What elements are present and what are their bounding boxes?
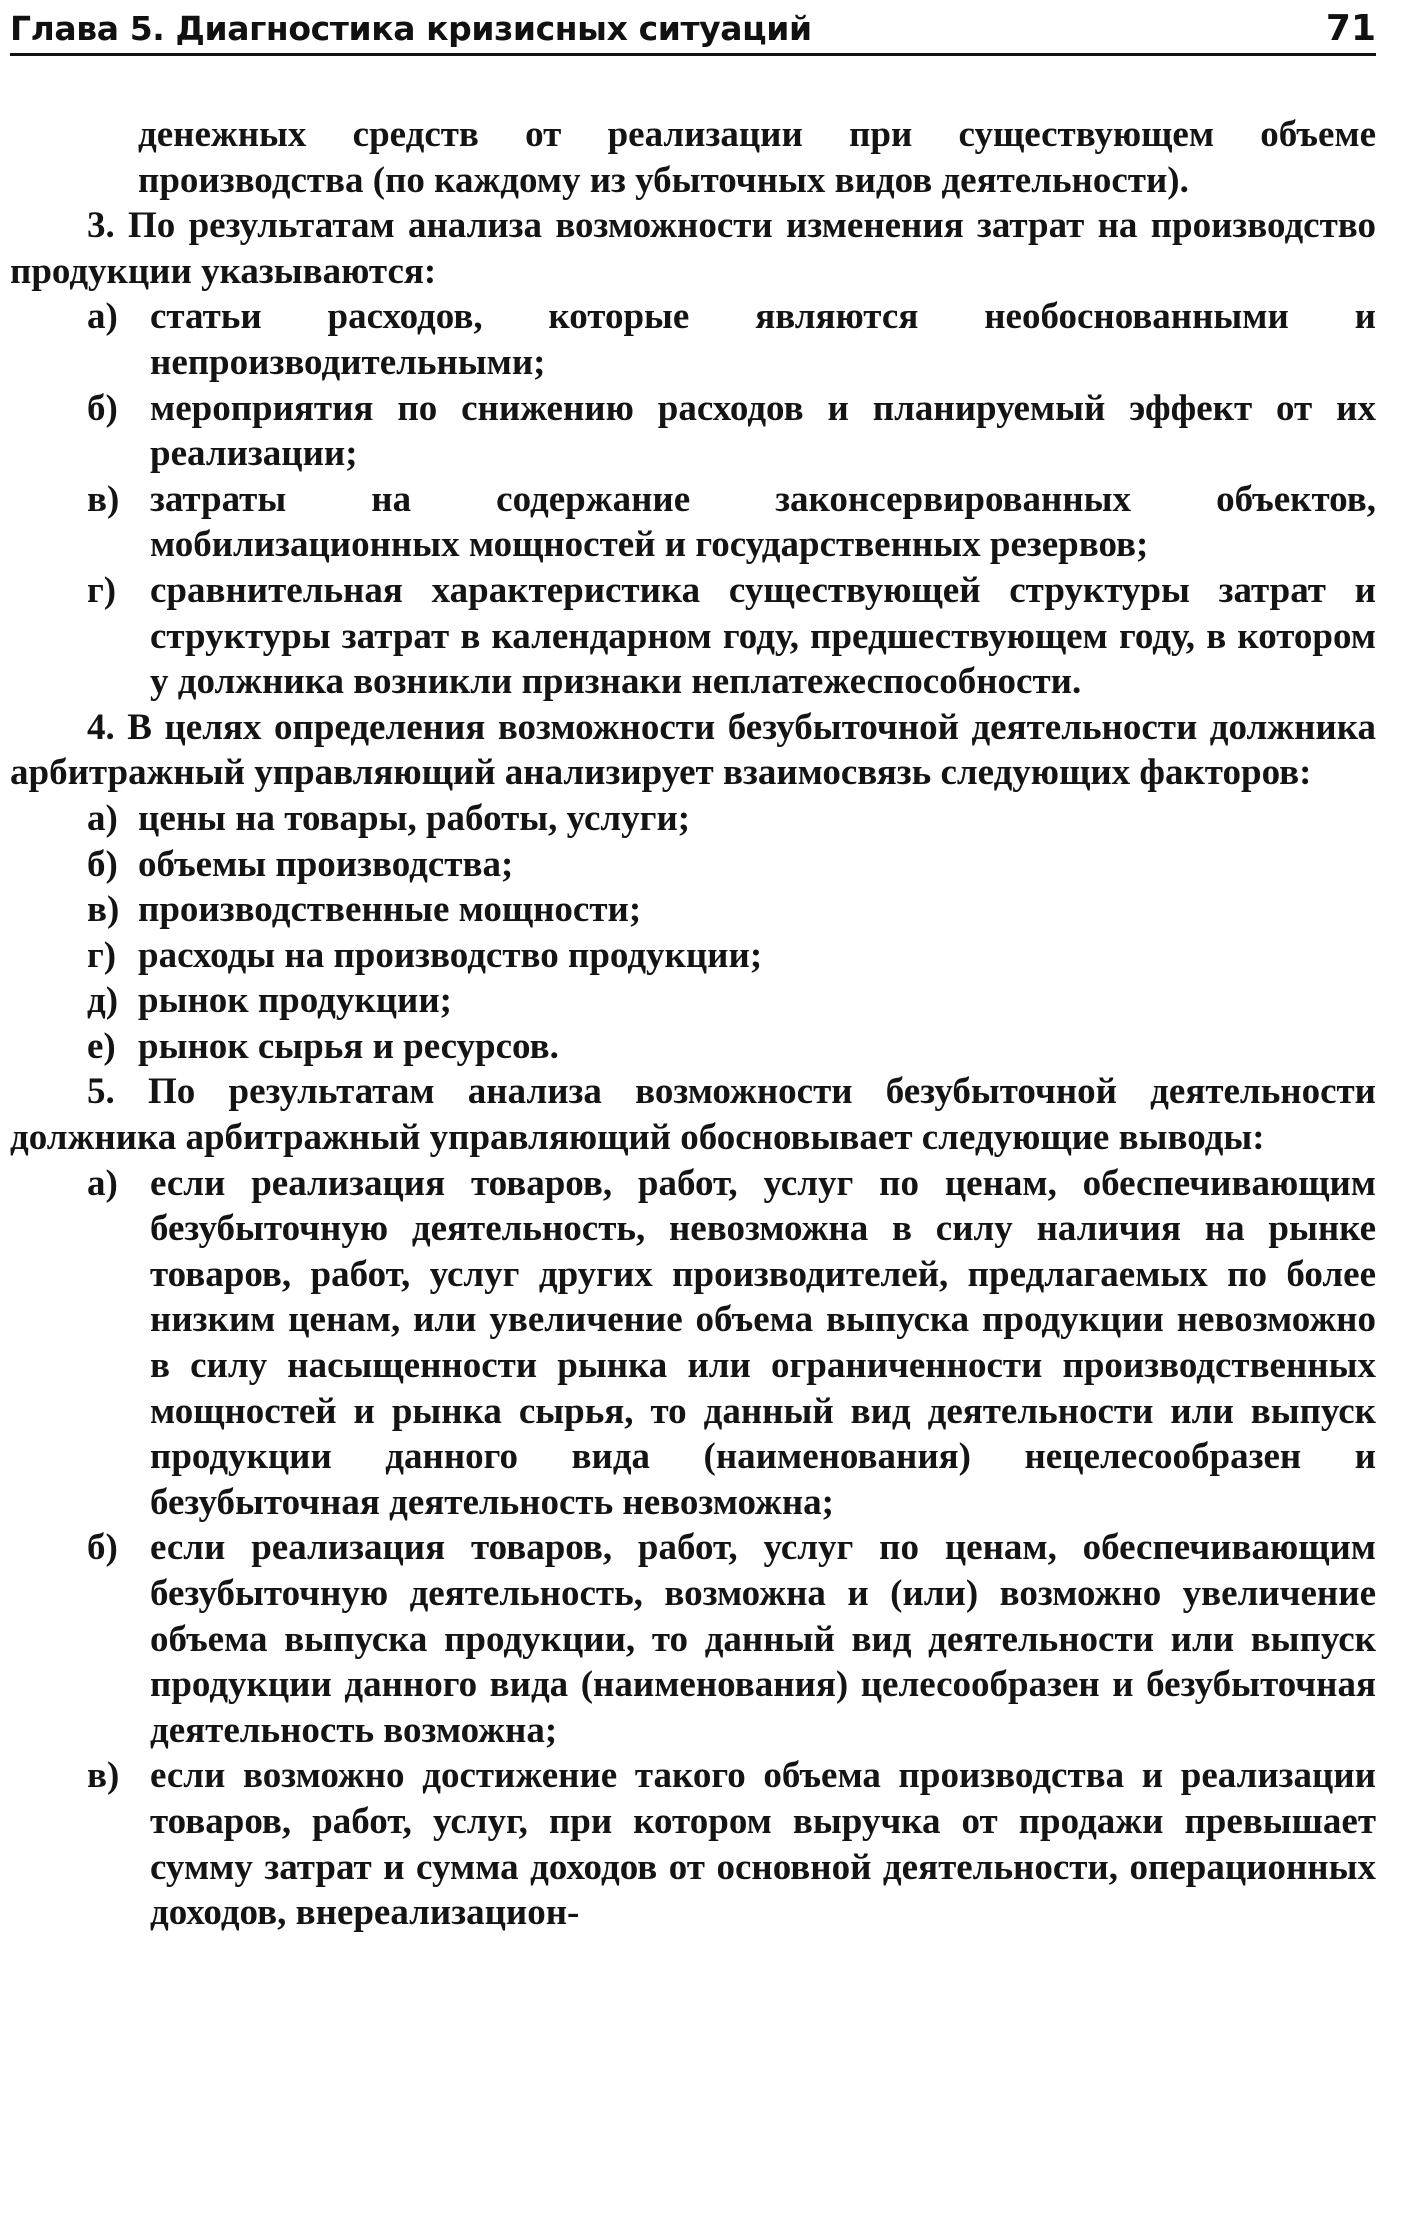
page-number: 71 [1325, 8, 1376, 49]
list-item-text: цены на товары, работы, услуги; [138, 797, 691, 839]
list-item [10, 386, 1376, 477]
list-item [10, 568, 1376, 705]
list-item-text: рынок сырья и ресурсов. [138, 1025, 559, 1067]
list-item [10, 933, 1376, 979]
paragraph-5: 5. По результатам анализа возможности безубыточной деятельности должника арбитражный управляющий обосновывает следующие выводы: [10, 1071, 1376, 1159]
list-item [10, 796, 1376, 842]
chapter-title: Глава 5. Диагностика кризисных ситуаций [10, 9, 812, 48]
list-marker: б) [87, 387, 118, 429]
list-item [10, 1161, 1376, 1526]
list-item-text: сравнительная характеристика существующей структуры затрат и структуры затрат в календарном году, предшествующем году, в котором у должника возникли признаки неплатежеспособности. [150, 569, 1376, 703]
list-item [10, 887, 1376, 933]
list-marker: в) [87, 889, 120, 931]
list-marker: г) [87, 934, 117, 976]
list-item-text: рынок продукции; [138, 980, 452, 1022]
list-item [10, 477, 1376, 568]
list-item-text: расходы на производство продукции; [138, 934, 763, 976]
list-marker: в) [87, 1755, 120, 1797]
list-item [10, 978, 1376, 1024]
running-header [10, 6, 1376, 56]
list-item-text: если реализация товаров, работ, услуг по ценам, обеспечивающим безубыточную деятельность, возможна и (или) возможно увеличение объема выпуска продукции, то данный вид деятельности или выпуск продукции данного вида (наименования) целесообразен и безубыточная деятельность возможна; [150, 1527, 1376, 1751]
list-item-text: затраты на содержание законсервированных объектов, мобилизационных мощностей и государственных резервов; [150, 478, 1376, 566]
list-marker: б) [87, 843, 118, 885]
list-item [10, 1024, 1376, 1070]
paragraph-3: 3. По результатам анализа возможности изменения затрат на производство продукции указываются: [10, 205, 1376, 292]
list-item-text: если реализация товаров, работ, услуг по ценам, обеспечивающим безубыточную деятельность, невозможна в силу наличия на рынке товаров, работ, услуг других производителей, предлагаемых по более низким ценам, или увеличение объема выпуска продукции невозможно в силу насыщенности рынка или ограниченности производственных мощностей и рынка сырья, то данный вид деятельности или выпуск продукции данного вида (наименования) нецелесообразен и безубыточная деятельность невозможна; [150, 1162, 1376, 1523]
list-marker: в) [87, 478, 120, 520]
list-item-text: мероприятия по снижению расходов и планируемый эффект от их реализации; [150, 387, 1376, 475]
list-item-text: статьи расходов, которые являются необоснованными и непроизводительными; [150, 296, 1376, 383]
list-item-text: производственные мощности; [138, 889, 642, 931]
list-marker: д) [87, 980, 119, 1022]
list-marker: г) [87, 569, 117, 611]
list-item [10, 842, 1376, 888]
list-item [10, 1753, 1376, 1935]
continuation-paragraph: денежных средств от реализации при существующем объеме производства (по каждому из убыточных видов деятельности). [138, 114, 1376, 201]
list-item-text: если возможно достижение такого объема производства и реализации товаров, работ, услуг, при котором выручка от продажи превышает сумму затрат и сумма доходов от основной деятельности, операционных доходов, внереализацион- [150, 1755, 1376, 1934]
list-marker: е) [87, 1025, 116, 1067]
list-item [10, 294, 1376, 385]
list-item-text: объемы производства; [138, 843, 514, 885]
list-marker: а) [87, 797, 118, 839]
list-marker: б) [87, 1527, 118, 1569]
list-marker: а) [87, 1162, 118, 1204]
body-text [10, 112, 1376, 1936]
paragraph-4: 4. В целях определения возможности безубыточной деятельности должника арбитражный управляющий анализирует взаимосвязь следующих факторов: [10, 706, 1376, 794]
list-item [10, 1525, 1376, 1753]
list-marker: а) [87, 296, 118, 338]
